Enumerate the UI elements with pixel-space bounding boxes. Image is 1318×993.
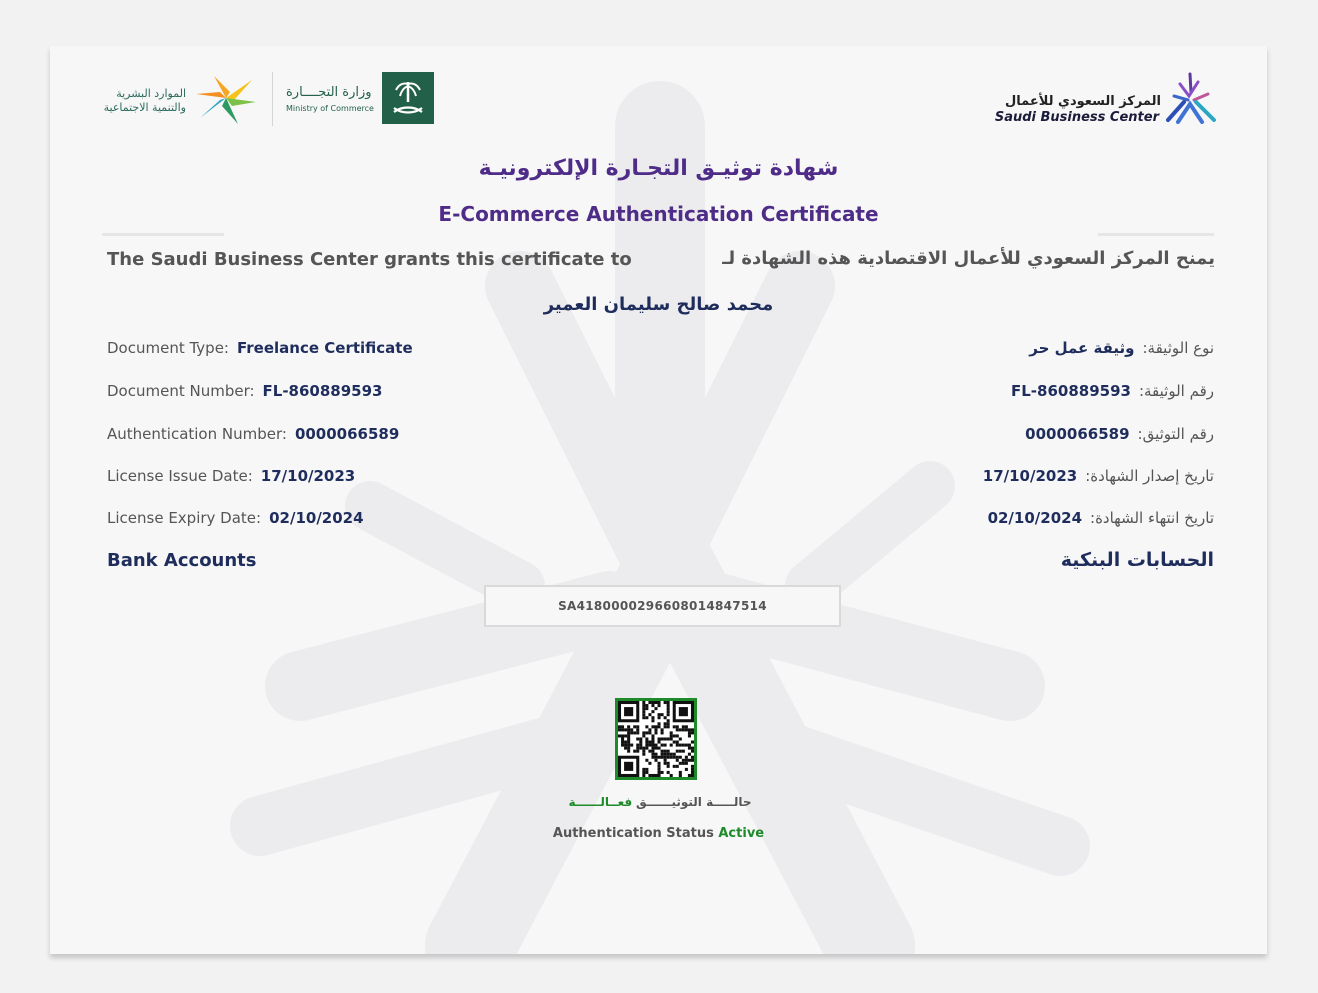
field-row-ar bbox=[983, 467, 1214, 485]
field-row-ar bbox=[1011, 382, 1214, 400]
field-row-en bbox=[107, 382, 383, 400]
qr-code[interactable] bbox=[615, 698, 697, 780]
field-label: Authentication Number: bbox=[107, 425, 287, 443]
field-label: رقم الوثيقة: bbox=[1138, 382, 1214, 400]
title-english: E-Commerce Authentication Certificate bbox=[438, 202, 879, 226]
grant-text-ar: يمنح المركز السعودي للأعمال الاقتصادية هذه الشهادة لـ bbox=[722, 248, 1215, 269]
title-arabic: شهادة توثيـق التجـارة الإلكترونيـة bbox=[478, 156, 839, 181]
status-value-ar: فعــالــــــة bbox=[568, 795, 633, 809]
hrsd-star-logo bbox=[194, 72, 258, 126]
field-row-ar bbox=[1029, 339, 1214, 357]
field-value: FL-860889593 bbox=[262, 382, 383, 400]
field-value: 17/10/2023 bbox=[260, 467, 356, 485]
status-en bbox=[50, 826, 1267, 841]
saudi-business-center-logo bbox=[1164, 72, 1218, 124]
field-label: نوع الوثيقة: bbox=[1142, 339, 1214, 357]
field-value: 17/10/2023 bbox=[982, 467, 1078, 485]
field-value: 02/10/2024 bbox=[987, 509, 1083, 527]
field-row-ar bbox=[1025, 425, 1214, 443]
field-value: وثيقة عمل حر bbox=[1029, 339, 1135, 357]
watermark-logo bbox=[50, 46, 1267, 954]
field-label: License Expiry Date: bbox=[107, 509, 262, 527]
title-rule-right bbox=[1098, 233, 1214, 236]
grant-text-en: The Saudi Business Center grants this certificate to bbox=[107, 249, 632, 270]
field-value: 0000066589 bbox=[294, 425, 400, 443]
field-label: رقم التوثيق: bbox=[1137, 425, 1214, 443]
moc-name-en: Ministry of Commerce bbox=[286, 104, 374, 113]
bank-accounts-title-en: Bank Accounts bbox=[107, 550, 257, 571]
field-row-en bbox=[107, 509, 364, 527]
field-value: FL-860889593 bbox=[1010, 382, 1131, 400]
field-value: 02/10/2024 bbox=[269, 509, 364, 527]
field-label: License Issue Date: bbox=[107, 467, 253, 485]
field-label: Document Type: bbox=[107, 339, 229, 357]
status-label-en: Authentication Status bbox=[552, 826, 714, 841]
recipient-name: محمد صالح سليمان العمير bbox=[543, 294, 774, 315]
certificate-page bbox=[50, 46, 1267, 954]
iban-value: SA4180000296608014847514 bbox=[558, 599, 767, 613]
bank-accounts-title-ar: الحسابات البنكية bbox=[1060, 549, 1214, 571]
status-value-en: Active bbox=[718, 826, 765, 841]
hrsd-name-line2: والتنمية الاجتماعية bbox=[103, 101, 186, 114]
field-label: تاريخ انتهاء الشهادة: bbox=[1090, 509, 1214, 527]
field-value: Freelance Certificate bbox=[237, 339, 413, 357]
status-ar bbox=[562, 795, 758, 809]
qr-code-icon bbox=[618, 701, 694, 777]
iban-box bbox=[484, 585, 841, 627]
field-row-en bbox=[107, 467, 355, 485]
sbc-name-en: Saudi Business Center bbox=[994, 110, 1159, 125]
field-label: تاريخ إصدار الشهادة: bbox=[1085, 467, 1214, 485]
field-row-en bbox=[107, 425, 399, 443]
moc-name-ar: وزارة التجــــارة bbox=[286, 85, 372, 100]
field-row-ar bbox=[988, 509, 1214, 527]
status-label-ar: حالـــــة التوثيــــــق bbox=[636, 795, 752, 809]
title-rule-left bbox=[102, 233, 224, 236]
field-row-en bbox=[107, 339, 413, 357]
field-value: 0000066589 bbox=[1025, 425, 1130, 443]
field-label: Document Number: bbox=[107, 382, 255, 400]
logo-divider bbox=[272, 72, 273, 126]
ministry-emblem-icon bbox=[382, 72, 434, 124]
hrsd-name-line1: الموارد البشرية bbox=[116, 87, 186, 100]
sbc-name-ar: المركز السعودي للأعمال bbox=[1005, 94, 1161, 109]
